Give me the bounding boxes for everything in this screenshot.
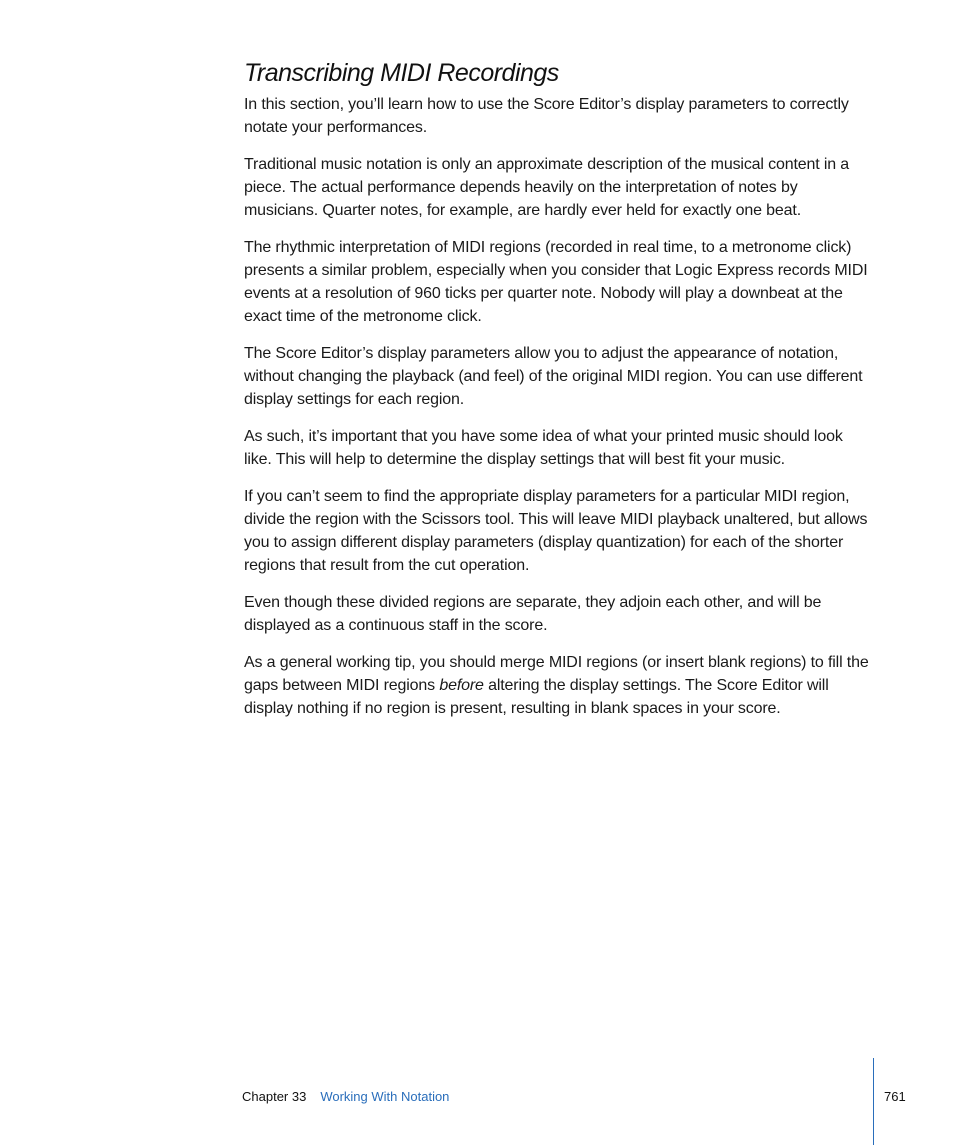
paragraph-3: The rhythmic interpretation of MIDI regions (recorded in real time, to a metronome click) presents a similar problem, especially when you consider that Logic Express records MIDI events at a resolution of 960 ticks per quarter note. Nobody will play a downbeat at the exact time of the metronome click. xyxy=(244,239,868,325)
section-title: Transcribing MIDI Recordings xyxy=(244,59,559,87)
paragraph-8-start: As a general working tip, you should merge MIDI regions (or insert blank regions) to fill the gaps between MIDI regions xyxy=(244,654,869,694)
paragraph-5: As such, it’s important that you have some idea of what your printed music should look like. This will help to determine the display settings that will best fit your music. xyxy=(244,428,843,468)
paragraph-1: In this section, you’ll learn how to use the Score Editor’s display parameters to correctly notate your performances. xyxy=(244,96,849,136)
paragraph-7: Even though these divided regions are separate, they adjoin each other, and will be displayed as a continuous staff in the score. xyxy=(244,594,822,634)
main-content xyxy=(244,56,874,734)
page-footer xyxy=(242,1087,449,1107)
paragraph-8-emphasis: before xyxy=(439,677,484,694)
page-number-divider xyxy=(873,1058,874,1145)
page-number: 761 xyxy=(884,1089,906,1104)
chapter-label: Chapter 33 xyxy=(242,1089,307,1104)
chapter-title-link[interactable]: Working With Notation xyxy=(320,1089,450,1104)
paragraph-6: If you can’t seem to find the appropriate display parameters for a particular MIDI region, divide the region with the Scissors tool. This will leave MIDI playback unaltered, but allows you to assign different display parameters (display quantization) for each of the shorter regions that result from the cut operation. xyxy=(244,488,868,574)
paragraph-8-end: altering the display settings. The Score Editor will display nothing if no region is present, resulting in blank spaces in your score. xyxy=(244,677,829,717)
paragraph-4: The Score Editor’s display parameters allow you to adjust the appearance of notation, without changing the playback (and feel) of the original MIDI region. You can use different display settings for each region. xyxy=(244,345,863,408)
paragraph-8 xyxy=(244,651,874,720)
paragraph-2: Traditional music notation is only an approximate description of the musical content in a piece. The actual performance depends heavily on the interpretation of notes by musicians. Quarter notes, for example, are hardly ever held for exactly one beat. xyxy=(244,156,850,219)
